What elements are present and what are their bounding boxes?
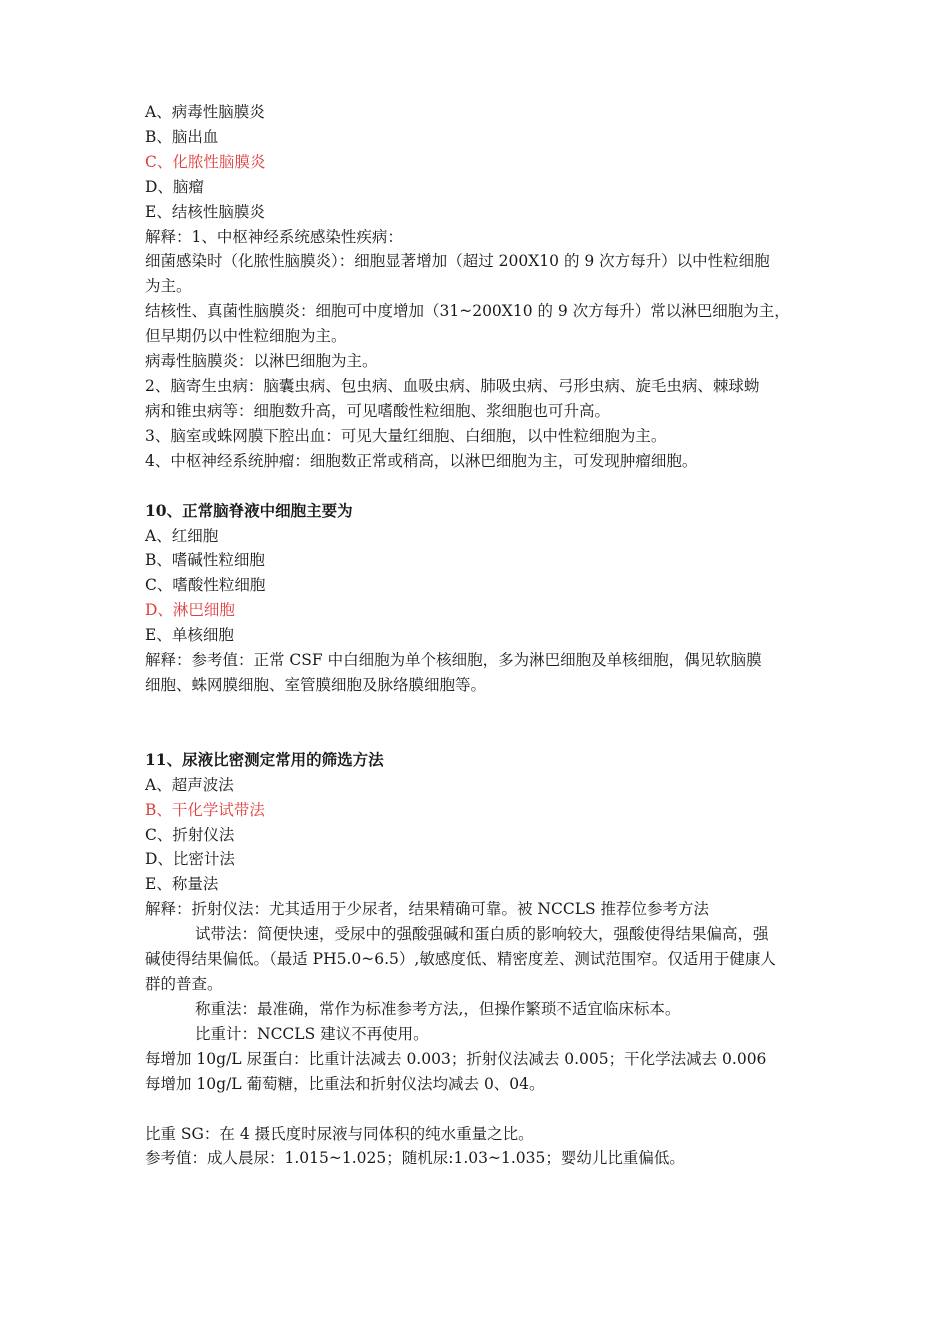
option-b: B、脑出血 [145,127,219,146]
spacer [145,1097,820,1122]
option-a: A、红细胞 [145,526,219,545]
q9-options [145,100,820,225]
explanation-line: 每增加 10g/L 葡萄糖，比重法和折射仪法均减去 0、04。 [145,1074,545,1093]
explanation-line: 解释：折射仪法：尤其适用于少尿者，结果精确可靠。被 NCCLS 推荐位参考方法 [145,900,710,919]
option-a: A、超声波法 [145,775,234,794]
explanation-line: 病毒性脑膜炎：以淋巴细胞为主。 [145,352,378,371]
explanation-line: 为主。 [145,277,192,296]
explanation-line: 称重法：最准确，常作为标准参考方法,，但操作繁琐不适宜临床标本。 [195,999,681,1018]
option-d-correct-answer: D、淋巴细胞 [145,601,235,620]
option-e: E、单核细胞 [145,626,234,645]
spacer [145,474,820,499]
q10-options [145,524,820,649]
explanation-line: 比重计：NCCLS 建议不再使用。 [195,1024,429,1043]
explanation-line: 每增加 10g/L 尿蛋白：比重计法减去 0.003；折射仪法减去 0.005；干化学法减去 0.006 [145,1049,767,1068]
explanation-line: 4、中枢神经系统肿瘤：细胞数正常或稍高，以淋巴细胞为主，可发现肿瘤细胞。 [145,451,698,470]
option-d: D、脑瘤 [145,177,204,196]
explanation-line: 3、脑室或蛛网膜下腔出血：可见大量红细胞、白细胞，以中性粒细胞为主。 [145,426,667,445]
option-d: D、比密计法 [145,850,235,869]
question-title: 10、正常脑脊液中细胞主要为 [145,500,353,520]
explanation-line: 解释：参考值：正常 CSF 中白细胞为单个核细胞，多为淋巴细胞及单核细胞，偶见软脑膜 [145,651,762,670]
option-e: E、结核性脑膜炎 [145,202,265,221]
explanation-line: 解释：1、中枢神经系统感染性疾病： [145,227,403,246]
option-c: C、嗜酸性粒细胞 [145,576,266,595]
explanation-line: 结核性、真菌性脑膜炎：细胞可中度增加（31~200X10 的 9 次方每升）常以淋巴细胞为主， [145,302,790,321]
explanation-line: 细胞、蛛网膜细胞、室管膜细胞及脉络膜细胞等。 [145,675,487,694]
q11-notes [145,1122,820,1172]
note-line: 参考值：成人晨尿：1.015~1.025；随机尿:1.03~1.035；婴幼儿比重偏低。 [145,1149,685,1168]
option-b-correct-answer: B、干化学试带法 [145,800,265,819]
option-c-correct-answer: C、化脓性脑膜炎 [145,152,266,171]
option-b: B、嗜碱性粒细胞 [145,551,265,570]
spacer [145,698,820,748]
option-e: E、称量法 [145,875,219,894]
q10-explanation [145,648,820,698]
option-c: C、折射仪法 [145,825,235,844]
question-title: 11、尿液比密测定常用的筛选方法 [145,749,384,769]
q9-explanation [145,225,820,474]
explanation-line: 碱使得结果偏低。（最适 PH5.0~6.5）,敏感度低、精密度差、测试范围窄。仅适用于健康人 [145,950,776,969]
explanation-line: 2、脑寄生虫病：脑囊虫病、包虫病、血吸虫病、肺吸虫病、弓形虫病、旋毛虫病、棘球蚴 [145,376,760,395]
explanation-line: 病和锥虫病等：细胞数升高，可见嗜酸性粒细胞、浆细胞也可升高。 [145,401,611,420]
explanation-line: 细菌感染时（化脓性脑膜炎）：细胞显著增加（超过 200X10 的 9 次方每升）以中性粒细胞 [145,252,770,271]
explanation-line: 但早期仍以中性粒细胞为主。 [145,327,347,346]
option-a: A、病毒性脑膜炎 [145,103,265,121]
explanation-line: 试带法：简便快速，受尿中的强酸强碱和蛋白质的影响较大，强酸使得结果偏高，强 [195,925,769,944]
note-line: 比重 SG：在 4 摄氏度时尿液与同体积的纯水重量之比。 [145,1124,534,1143]
q11-explanation [145,897,820,1096]
q11-options [145,773,820,898]
explanation-line: 群的普查。 [145,975,223,993]
